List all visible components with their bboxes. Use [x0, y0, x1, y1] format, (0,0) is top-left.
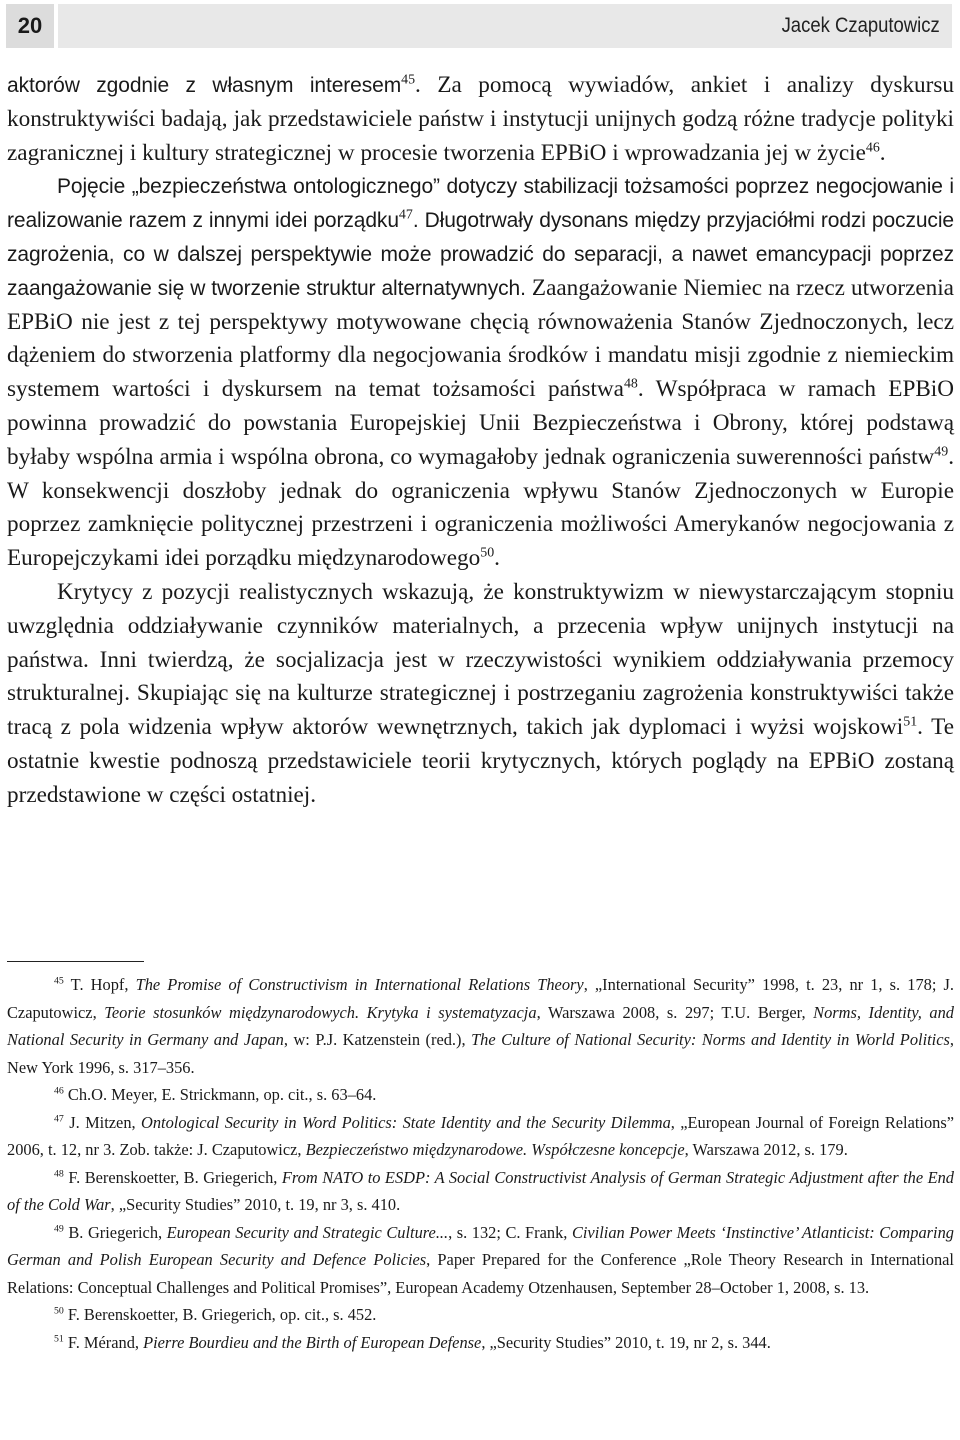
footnote-separator [7, 961, 144, 962]
footnote-ref-47: 47 [398, 207, 413, 223]
running-header [6, 4, 952, 48]
footnotes [7, 971, 954, 1356]
footnote-50: $^{50}$ F. Berenskoetter, B. Griegerich, op. cit., s. 452. [54, 1305, 377, 1324]
paragraph-3: Krytycy z pozycji realistycznych wskazują, że konstruktywizm w niewystarczającym stopniu uwzględnia oddziaływanie czynników materialnych, a przecenia wpływ unijnych instytucji na państwa. Inni twierdzą, że socjalizacja jest w rzeczywistości wynikiem oddziaływania przemocy strukturalnej. Skupiając się na kulturze strategicznej i postrzeganiu zagrożenia konstruktywiści także tracą z pola widzenia wpływ aktorów wewnętrznych, takich jak dyplomaci i wyżsi wojskowi$^{51}$. Te ostatnie kwestie podnoszą przedstawiciele teorii krytycznych, których poglądy na EPBiO zostaną przedstawione w części ostatniej. [7, 578, 955, 808]
footnote-ref-48: 48 [623, 376, 638, 392]
paragraph-2: Pojęcie „bezpieczeństwa ontologicznego” dotyczy stabilizacji tożsamości poprzez negocjowanie i realizowanie razem z innymi idei porządku$^{47}$. Długotrwały dysonans między przyjaciółmi rodzi poczucie zagrożenia, co w dalszej perspektywie może prowadzić do separacji, a nawet emancypacji poprzez zaangażowanie się w tworzenie struktur alternatywnych. Zaangażowanie Niemiec na rzecz utworzenia EPBiO nie jest z tej perspektywy motywowane chęcią równoważenia Stanów Zjednoczonych, lecz dążeniem do stworzenia platformy dla negocjowania środków i mandatu misji zgodnie z niemieckim systemem wartości i dyskursem na temat tożsamości państwa$^{48}$. Współpraca w ramach EPBiO powinna prowadzić do powstania Europejskiej Unii Bezpieczeństwa i Obrony, której podstawą byłaby wspólna armia i wspólna obrona, co wymagałoby jednak ograniczenia suwerenności państw$^{49}$. W konsekwencji doszłoby jednak do ograniczenia wpływu Stanów Zjednoczonych w Europie poprzez zamknięcie politycznej przestrzeni i ograniczenia możliwości Amerykanów negocjowania z Europejczykami idei porządku międzynarodowego$^{50}$. [7, 175, 954, 572]
footnote-51: $^{51}$ F. Mérand, Pierre Bourdieu and the Birth of European Defense, „Security Studies” 2010, t. 19, nr 2, s. 344. [54, 1332, 771, 1352]
page-number: 20 [6, 4, 54, 48]
footnote-ref-51: 51 [903, 714, 918, 730]
footnote-49: $^{49}$ B. Griegerich, European Security and Strategic Culture..., s. 132; C. Frank, Civilian Power Meets ‘Instinctive’ Atlanticist: Comparing German and Polish European Security and Defence Policies, Paper Prepared for the Conference „Role Theory Research in International Relations: Conceptual Challenges and Political Promises”, European Academy Otzenhausen, September 28–October 1, 2008, s. 13. [7, 1222, 954, 1297]
footnote-47: $^{47}$ J. Mitzen, Ontological Security in Word Politics: State Identity and the Security Dilemma, „European Journal of Foreign Relations” 2006, t. 12, nr 3. Zob. także: J. Czaputowicz, Bezpieczeństwo międzynarodowe. Współczesne koncepcje, Warszawa 2012, s. 179. [7, 1112, 955, 1159]
footnote-48: $^{48}$ F. Berenskoetter, B. Griegerich, From NATO to ESDP: A Social Constructivist Analysis of German Strategic Adjustment after the End of the Cold War, „Security Studies” 2010, t. 19, nr 3, s. 410. [7, 1167, 954, 1214]
footnote-ref-50: 50 [480, 545, 495, 561]
footnote-ref-45: 45 [401, 72, 416, 88]
footnote-ref-46: 46 [865, 139, 880, 155]
main-text [7, 69, 954, 813]
running-head-author: Jacek Czaputowicz [781, 14, 940, 37]
footnote-46: $^{46}$ Ch.O. Meyer, E. Strickmann, op. cit., s. 63–64. [54, 1085, 377, 1104]
footnote-ref-49: 49 [934, 444, 949, 460]
paragraph-1: aktorów zgodnie z własnym interesem$^{45}$. Za pomocą wywiadów, ankiet i analizy dyskursu konstruktywiści badają, jak przedstawiciele państw i instytucji unijnych godzą różne tradycje polityki zagranicznej i kultury strategicznej w procesie tworzenia EPBiO i wprowadzania jej w życie$^{46}$. [7, 72, 954, 166]
footnote-45: $^{45}$ T. Hopf, The Promise of Constructivism in International Relations Theory, „International Security” 1998, t. 23, nr 1, s. 178; J. Czaputowicz, Teorie stosunków międzynarodowych. Krytyka i systematyzacja, Warszawa 2008, s. 297; T.U. Berger, Norms, Identity, and National Security in Germany and Japan, w: P.J. Katzenstein (red.), The Culture of National Security: Norms and Identity in World Politics, New York 1996, s. 317–356. [7, 975, 954, 1077]
